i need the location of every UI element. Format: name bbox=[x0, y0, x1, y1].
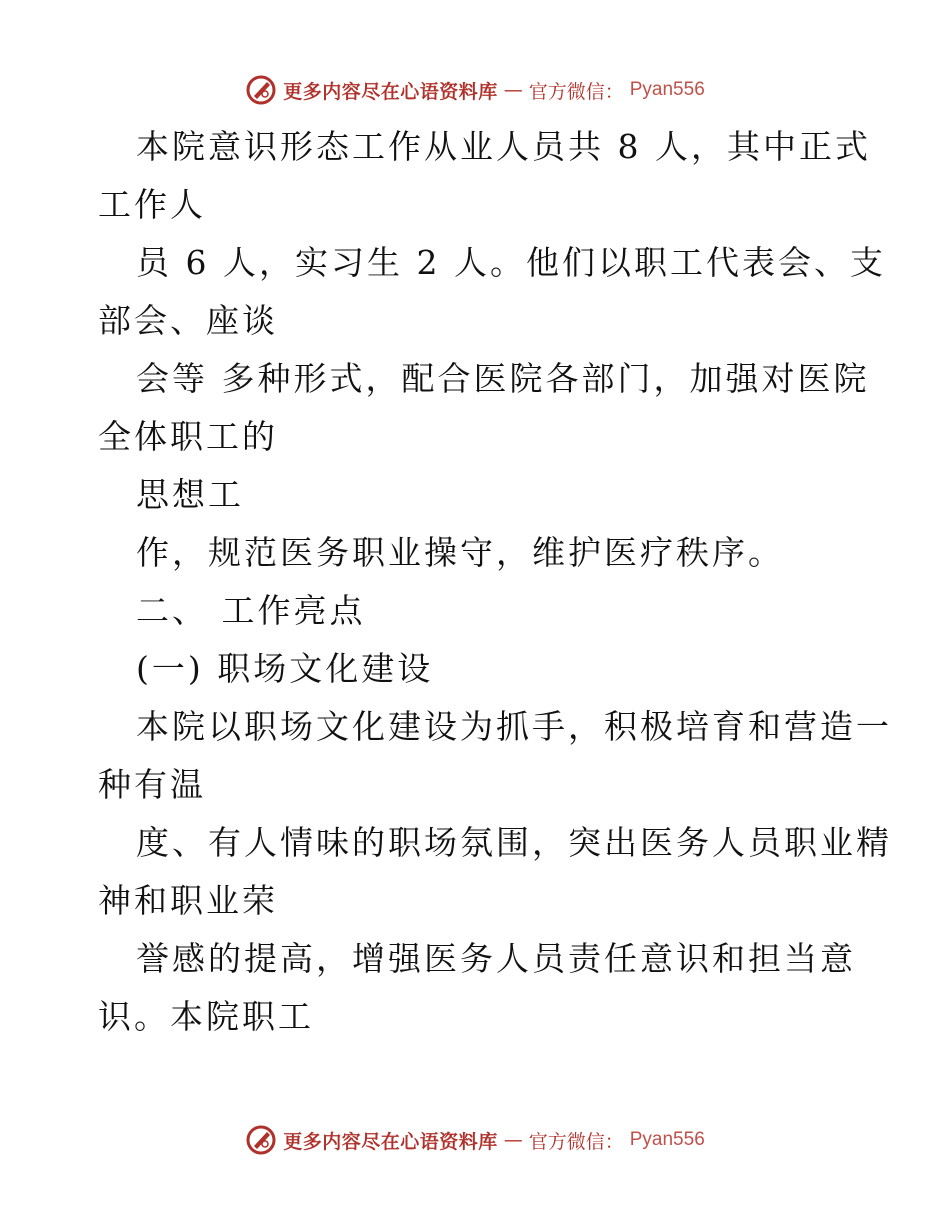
subsection-heading: (一) 职场文化建设 bbox=[136, 649, 434, 688]
watermark-wechat-id: Pyan556 bbox=[629, 79, 705, 100]
watermark-text: 更多内容尽在心语资料库 bbox=[283, 1130, 498, 1153]
footer-watermark bbox=[0, 1120, 950, 1160]
body-line: 部会、座谈 bbox=[98, 301, 278, 340]
section-heading: 二、 工作亮点 bbox=[136, 591, 366, 630]
watermark-logo-icon bbox=[245, 74, 277, 106]
body-line: 识。本院职工 bbox=[98, 997, 314, 1036]
body-line: 作，规范医务职业操守，维护医疗秩序。 bbox=[136, 533, 784, 572]
body-line: 誉感的提高，增强医务人员责任意识和担当意 bbox=[136, 939, 856, 978]
header-watermark bbox=[0, 70, 950, 110]
body-line: 工作人 bbox=[98, 185, 206, 224]
watermark-wechat-label: 官方微信： bbox=[528, 1130, 624, 1153]
body-line: 员 6 人，实习生 2 人。他们以职工代表会、支 bbox=[136, 243, 886, 282]
watermark-wechat-id: Pyan556 bbox=[629, 1129, 705, 1150]
body-line: 会等 多种形式，配合医院各部门，加强对医院 bbox=[136, 359, 870, 398]
body-line: 本院意识形态工作从业人员共 8 人，其中正式 bbox=[136, 127, 871, 166]
body-line: 神和职业荣 bbox=[98, 881, 278, 920]
body-line: 度、有人情味的职场氛围，突出医务人员职业精 bbox=[136, 823, 892, 862]
body-line: 思想工 bbox=[136, 475, 244, 514]
watermark-wechat-label: 官方微信： bbox=[528, 80, 624, 103]
watermark-logo-icon bbox=[245, 1124, 277, 1156]
body-line: 种有温 bbox=[98, 765, 206, 804]
watermark-text: 更多内容尽在心语资料库 bbox=[283, 80, 498, 103]
body-line: 本院以职场文化建设为抓手，积极培育和营造一 bbox=[136, 707, 892, 746]
watermark-dash: — bbox=[503, 79, 523, 101]
body-line: 全体职工的 bbox=[98, 417, 278, 456]
watermark-dash: — bbox=[503, 1129, 523, 1151]
